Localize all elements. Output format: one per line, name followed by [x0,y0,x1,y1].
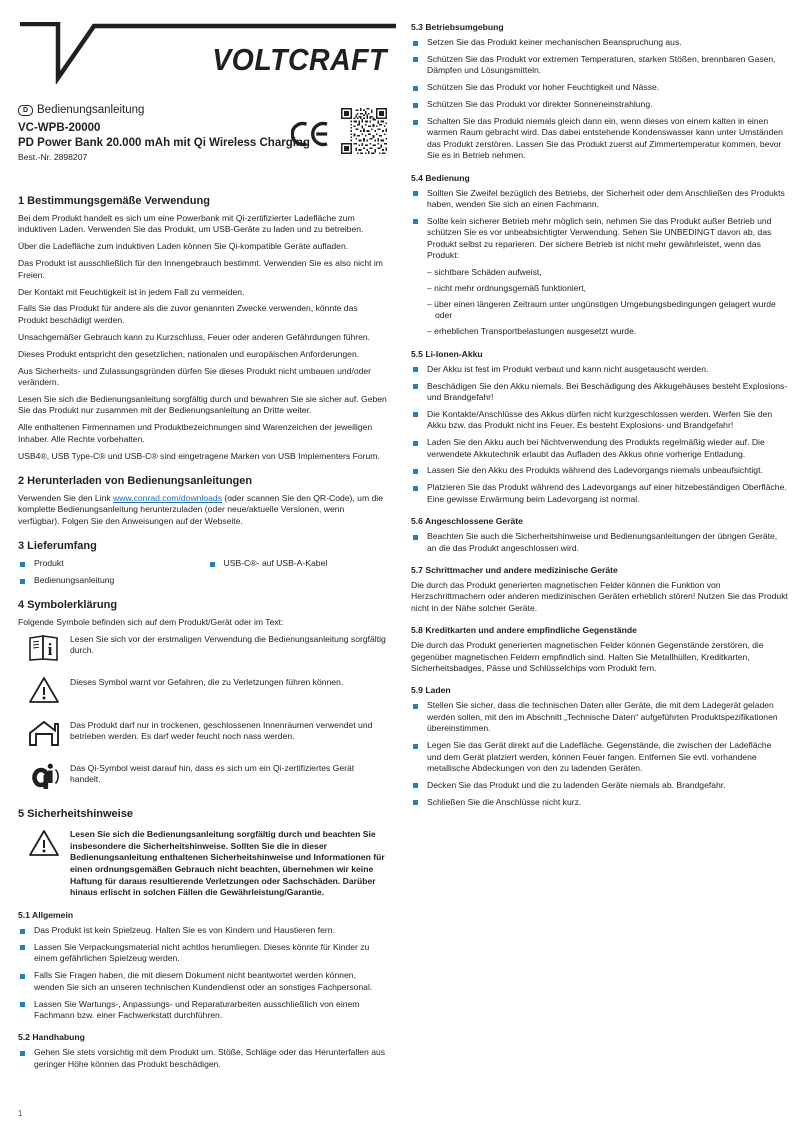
symbol-text: Das Produkt darf nur in trockenen, geschlossenen Innenräumen verwendet und betrieben werden. Es darf weder feucht noch nass werden. [70,719,373,742]
dash-item: – sichtbare Schäden aufweist, [427,267,542,278]
subsection-heading-5-6: 5.6 Angeschlossene Geräte [411,516,523,527]
pacemaker-paragraph: Die durch das Produkt generierten magnetischen Felder können die Funktion von Herzschrittmachern oder anderen medizinischen Geräten erheblich stören! Nutzen Sie das Produkt nicht in der Nähe solcher Geräte. [411,580,788,613]
list-item: Beschädigen Sie den Akku niemals. Bei Beschädigung des Akkugehäuses besteht Explosions- und Brandgefahr! [411,381,788,404]
list-item: Beachten Sie auch die Sicherheitshinweise und Bedienungsanleitungen der übrigen Geräte, an die das Produkt angeschlossen wird. [411,531,788,554]
list-item: Lassen Sie Wartungs-, Anpassungs- und Reparaturarbeiten ausschließlich von einem Fachmann bzw. einer Fachwerkstatt durchführen. [18,999,387,1022]
certification-marks [291,108,387,159]
downloads-link[interactable]: www.conrad.com/downloads [113,492,222,503]
dash-item: – über einen längeren Zeitraum unter ungünstigen Umgebungsbedingungen gelagert wurde oder [427,298,776,321]
list-item: Legen Sie das Gerät direkt auf die Ladefläche. Gegenstände, die zwischen der Ladefläche und dem Gerät platziert werden, können Feuer fangen. Entfernen Sie evtl. vorhandene metallische Abdeckungen von den zu ladenden Geräten. [411,740,788,774]
operating-environment-list [411,37,788,162]
subsection-heading-5-9: 5.9 Laden [411,685,451,696]
voltcraft-wordmark: VOLTCRAFT [212,42,387,77]
section-heading-1: 1 Bestimmungsgemäße Verwendung [18,195,210,207]
product-name: PD Power Bank 20.000 mAh mit Qi Wireless Charging [18,136,310,149]
section-1-paragraph: Alle enthaltenen Firmennamen und Produktbezeichnungen sind Warenzeichen der jeweiligen Inhaber. Alle Rechte vorbehalten. [18,422,373,444]
download-text-before: Verwenden Sie den Link [18,492,114,503]
general-safety-list [18,925,387,1021]
list-item: Lassen Sie den Akku des Produkts während des Ladevorgangs niemals unbeaufsichtigt. [411,465,788,476]
list-item: Schließen Sie die Anschlüsse nicht kurz. [411,797,788,808]
subsection-heading-5-2: 5.2 Handhabung [18,1032,85,1043]
section-1-paragraph: USB4®, USB Type-C® und USB-C® sind eingetragene Marken von USB Implementers Forum. [18,450,380,461]
right-column [401,0,802,1134]
section-heading-5: 5 Sicherheitshinweise [18,807,133,820]
warning-triangle-icon [18,827,70,857]
download-text-after: (oder scannen Sie den QR-Code), um die komplette Bedienungsanleitung herunterzuladen (oder neue/aktuelle Versionen, wenn verfügbar). Folgen Sie den Anweisungen auf der Webseite. [18,492,383,526]
list-item: Schützen Sie das Produkt vor direkter Sonneneinstrahlung. [411,99,788,110]
list-item: Das Produkt ist kein Spielzeug. Halten Sie es von Kindern und Haustieren fern. [18,925,387,936]
subsection-heading-5-1: 5.1 Allgemein [18,910,74,921]
list-item: Falls Sie Fragen haben, die mit diesem Dokument nicht beantwortet werden können, wenden Sie sich an unseren technischen Kundendienst oder an sonstiges Fachpersonal. [18,970,387,993]
list-item: Platzieren Sie das Produkt während des Ladevorgangs auf einer hitzebeständigen Oberfläche. Eine gewisse Erwärmung beim Ladevorgang ist normal. [411,482,788,505]
symbol-row [18,718,387,752]
subsection-heading-5-3: 5.3 Betriebsumgebung [411,22,504,32]
list-item: Schützen Sie das Produkt vor extremen Temperaturen, starken Stößen, brennbaren Gasen, Dämpfen und Lösungsmitteln. [411,54,788,77]
model-number: VC-WPB-20000 [18,122,101,134]
list-item: Laden Sie den Akku auch bei Nichtverwendung des Produkts regelmäßig wieder auf. Die verwendete Akkutechnik erlaubt das Aufladen des Akkus ohne vorherige Entladung. [411,437,788,460]
section-1-paragraph: Dieses Produkt entspricht den gesetzlichen, nationalen und europäischen Anforderungen. [18,348,360,359]
symbol-row [18,632,387,666]
symbol-row [18,675,387,709]
qr-code-icon [341,108,387,159]
charging-list [411,700,788,808]
list-item: Produkt [18,558,198,569]
subsection-heading-5-4: 5.4 Bedienung [411,172,470,183]
list-item: Bedienungsanleitung [18,575,198,586]
safety-warning-box [18,827,387,899]
subsection-heading-5-8: 5.8 Kreditkarten und andere empfindliche Gegenstände [411,625,637,636]
list-item: Sollten Sie Zweifel bezüglich des Betriebs, der Sicherheit oder dem Anschließen des Produkts haben, wenden Sie sich an einen Fachmann. [411,188,788,211]
subsection-heading-5-7: 5.7 Schrittmacher und andere medizinische Geräte [411,565,618,575]
symbol-text: Lesen Sie sich vor der erstmaligen Verwendung die Bedienungsanleitung sorgfältig durch. [70,633,386,656]
section-2-paragraph [18,493,387,527]
section-1-paragraph: Aus Sicherheits- und Zulassungsgründen dürfen Sie dieses Produkt nicht umbauen und/oder verändern. [18,365,372,387]
order-number: Best.-Nr. 2898207 [18,152,88,162]
symbol-text: Dieses Symbol warnt vor Gefahren, die zu Verletzungen führen können. [70,676,344,687]
connected-devices-list [411,531,788,554]
operation-dash-list [411,267,788,338]
language-badge-icon: D [18,105,33,116]
section-1-paragraph: Unsachgemäßer Gebrauch kann zu Kurzschluss, Feuer oder anderen Gefährdungen führen. [18,331,371,342]
scope-of-delivery-list [18,558,387,586]
safety-warning-text: Lesen Sie sich die Bedienungsanleitung sorgfältig durch und beachten Sie insbesondere die Sicherheitshinweise. Sollten Sie die in dieser Bedienungsanleitung enthaltenen Sicherheitshinweise und Informationen für einen ordnungsgemäßen Gebrauch nicht beachten, übernehmen wir keine Haftung für daraus resultierende Verletzungen oder Sachschäden. Darüber hinaus erlischt in solchen Fällen die Gewährleistung/Garantie. [70,828,385,898]
section-1-paragraph: Lesen Sie sich die Bedienungsanleitung sorgfältig durch und bewahren Sie sie sicher auf. Geben Sie das Produkt nur zusammen mit der Bedienungsanleitung an Dritte weiter. [18,393,387,416]
list-item: Der Akku ist fest im Produkt verbaut und kann nicht ausgetauscht werden. [411,364,788,375]
section-1-paragraph: Der Kontakt mit Feuchtigkeit ist in jedem Fall zu vermeiden. [18,286,245,297]
section-1-paragraph: Falls Sie das Produkt für andere als die zuvor genannten Zwecke verwenden, könnte das Produkt beschädigt werden. [18,303,358,325]
list-item: Die Kontakte/Anschlüsse des Akkus dürfen nicht kurzgeschlossen werden. Werfen Sie den Akku bzw. das Produkt nicht ins Feuer. Es besteht Explosions- und Brandgefahr! [411,409,788,432]
symbol-row [18,761,387,795]
section-heading-3: 3 Lieferumfang [18,540,97,553]
title-block [18,104,387,182]
qi-certified-icon [18,761,70,792]
section-heading-2: 2 Herunterladen von Bedienungsanleitungen [18,474,253,487]
indoor-use-house-icon [18,718,70,747]
ce-mark-icon [291,120,329,148]
list-item: Schützen Sie das Produkt vor hoher Feuchtigkeit und Nässe. [411,82,788,93]
list-item: Schalten Sie das Produkt niemals gleich dann ein, wenn dieses von einem kalten in einen warmen Raum gebracht wird. Das dabei entstehende Kondenswasser kann unter Umständen das Produkt zerstören. Lassen Sie das Produkt zuerst auf Zimmertemperatur kommen, bevor Sie es in Betrieb nehmen. [411,116,788,162]
list-item: Gehen Sie stets vorsichtig mit dem Produkt um. Stöße, Schläge oder das Herunterfallen aus geringer Höhe können das Produkt beschädigen. [18,1047,387,1070]
list-item: Setzen Sie das Produkt keiner mechanischen Beanspruchung aus. [411,37,788,48]
dash-item: – erheblichen Transportbelastungen ausgesetzt wurde. [427,326,637,337]
section-1-paragraph: Bei dem Produkt handelt es sich um eine Powerbank mit Qi-zertifizierter Ladefläche zum induktiven Laden. Verwenden Sie das Produkt, um USB-Geräte zu laden und zu betreiben. [18,213,364,235]
symbol-text: Das Qi-Symbol weist darauf hin, dass es sich um ein Qi-zertifiziertes Gerät handelt. [70,762,355,785]
svg-text:i: i [47,639,53,659]
list-item: USB-C®- auf USB-A-Kabel [208,558,388,569]
subsection-heading-5-5: 5.5 Li-Ionen-Akku [411,348,483,359]
section-1-paragraph: Über die Ladefläche zum induktiven Laden können Sie Qi-kompatible Geräte aufladen. [18,241,349,252]
document-kind-label: Bedienungsanleitung [37,104,145,116]
page-number: 1 [18,1109,23,1118]
read-manual-icon [18,632,70,663]
operation-list [411,188,788,262]
section-1-paragraph: Das Produkt ist ausschließlich für den Innengebrauch bestimmt. Verwenden Sie es also nicht im Freien. [18,258,383,280]
section-4-intro: Folgende Symbole befinden sich auf dem Produkt/Gerät oder im Text: [18,617,284,628]
credit-cards-paragraph: Die durch das Produkt generierten magnetischen Felder können Gegenstände zerstören, die gegenüber magnetischen Feldern empfindlich sind. Halten Sie Metallhüllen, Kreditkarten, Sicherheitsbadges, Pässe und Schlüsselchips vom Produkt fern. [411,640,764,674]
section-heading-4: 4 Symbolerklärung [18,599,118,612]
list-item: Lassen Sie Verpackungsmaterial nicht achtlos herumliegen. Dieses könnte für Kinder zu einem gefährlichen Spielzeug werden. [18,942,387,965]
li-ion-battery-list [411,364,788,506]
warning-triangle-icon [18,675,70,704]
handling-list [18,1047,387,1070]
list-item: Decken Sie das Produkt und die zu ladenden Geräte niemals ab. Brandgefahr. [411,780,788,791]
dash-item: – nicht mehr ordnungsgemäß funktioniert, [427,283,587,293]
list-item: Sollte kein sicherer Betrieb mehr möglich sein, nehmen Sie das Produkt außer Betrieb und schützen Sie es vor unbeabsichtigter Verwendung. Sehen Sie UNBEDINGT davon ab, das Produkt selbst zu reparieren. Der sichere Betrieb ist nicht mehr gewährleistet, wenn das Produkt: [411,216,788,262]
list-item: Stellen Sie sicher, dass die technischen Daten aller Geräte, die mit dem Ladegerät geladen werden sollen, mit den im Abschnitt „Technische Daten“ aufgeführten Produktspezifikationen übereinstimmen. [411,700,788,734]
masthead [18,22,387,100]
